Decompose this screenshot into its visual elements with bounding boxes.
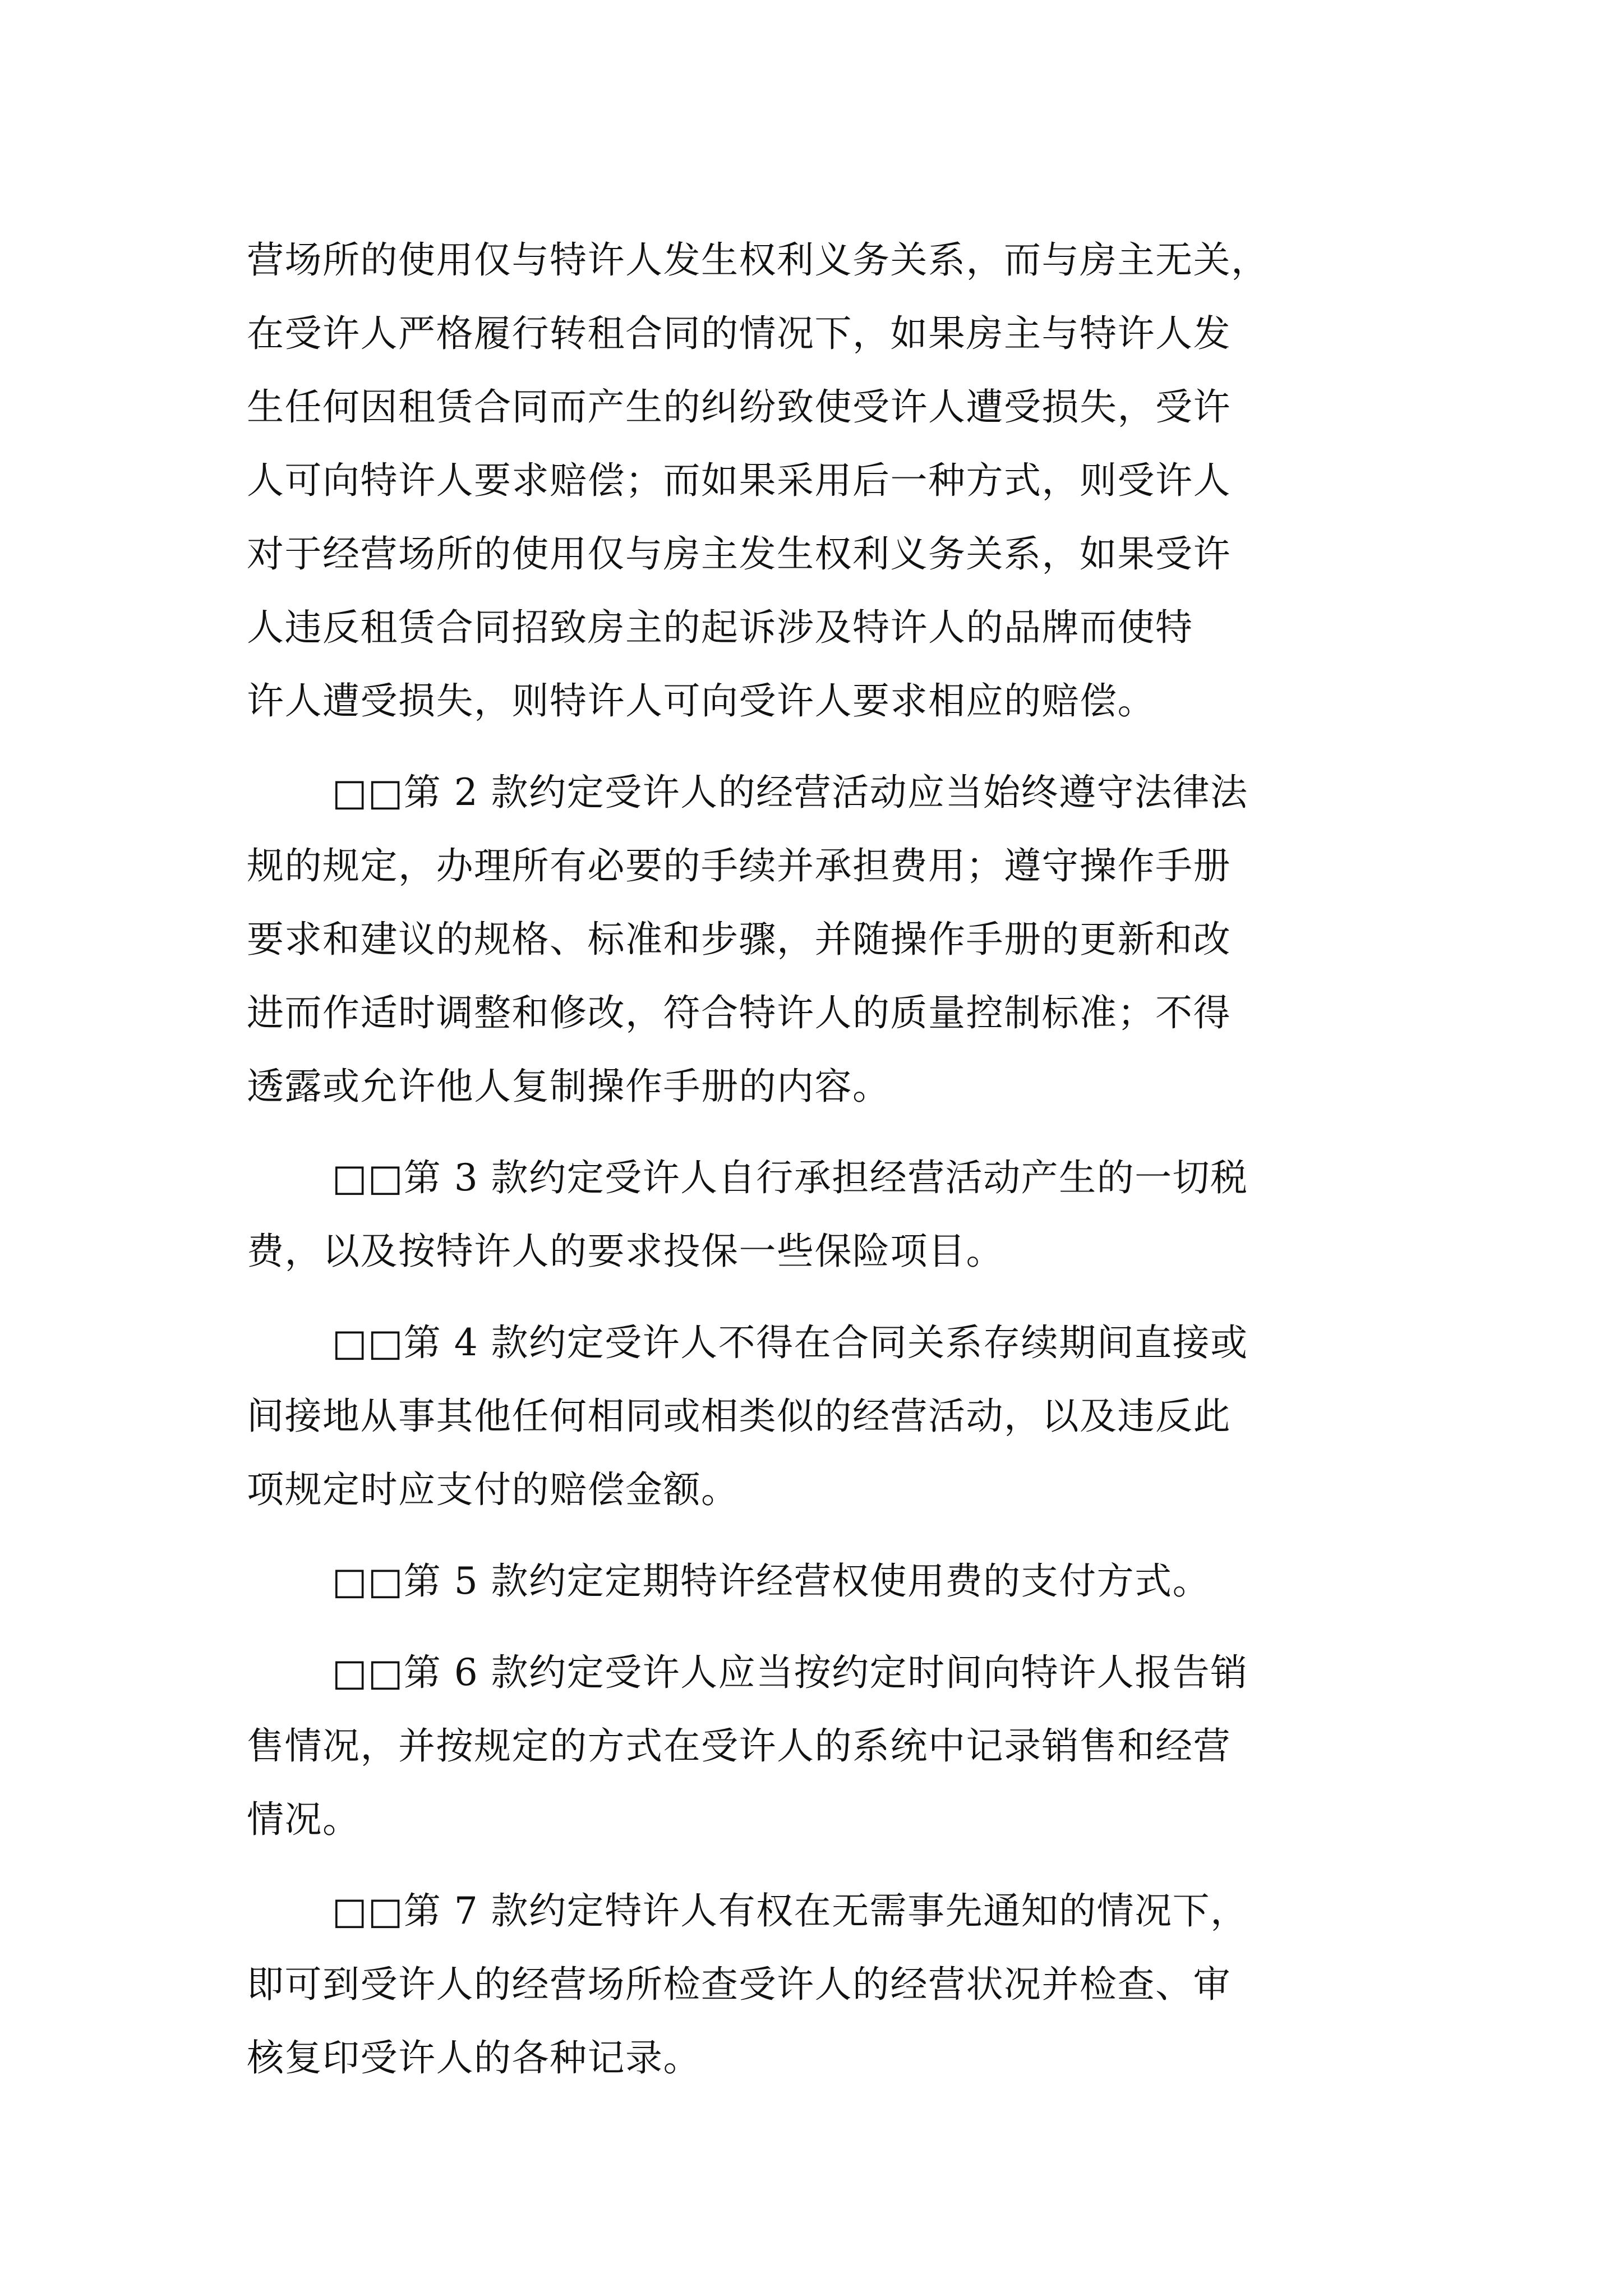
paragraph-spacer [247,1288,1391,1306]
text-line: 人可向特许人要求赔偿；而如果采用后一种方式，则受许人 [247,459,1231,502]
paragraph-spacer [247,1526,1391,1544]
text-line: 要求和建议的规格、标准和步骤，并随操作手册的更新和改 [247,918,1231,961]
paragraph-clause-4 [247,1306,1391,1526]
paragraph-spacer [247,1618,1391,1636]
paragraph-clause-7 [247,1874,1391,2095]
paragraph-clause-3 [247,1141,1391,1288]
paragraph-clause-5 [247,1544,1391,1618]
text-line: □□第 5 款约定定期特许经营权使用费的支付方式。 [332,1559,1211,1603]
text-line: 进而作适时调整和修改，符合特许人的质量控制标准；不得 [247,991,1231,1034]
text-line: 费，以及按特许人的要求投保一些保险项目。 [247,1230,1004,1273]
paragraph-spacer [247,1856,1391,1874]
text-line: 生任何因租赁合同而产生的纠纷致使受许人遭受损失，受许 [247,385,1231,429]
paragraph-spacer [247,1123,1391,1141]
text-line: 售情况，并按规定的方式在受许人的系统中记录销售和经营 [247,1724,1231,1768]
paragraph-clause-6 [247,1636,1391,1856]
text-line: 在受许人严格履行转租合同的情况下，如果房主与特许人发 [247,312,1231,355]
text-line: 间接地从事其他任何相同或相类似的经营活动，以及违反此 [247,1395,1231,1438]
text-line: 规的规定，办理所有必要的手续并承担费用；遵守操作手册 [247,844,1231,887]
text-line: 即可到受许人的经营场所检查受许人的经营状况并检查、审 [247,1963,1231,2006]
text-line: □□第 2 款约定受许人的经营活动应当始终遵守法律法 [332,771,1248,814]
text-line: 情况。 [247,1798,361,1841]
text-line: 营场所的使用仅与特许人发生权利义务关系，而与房主无关， [247,238,1269,282]
text-line: 项规定时应支付的赔偿金额。 [247,1468,739,1511]
text-line: 透露或允许他人复制操作手册的内容。 [247,1065,891,1108]
paragraph-clause-2 [247,756,1391,1123]
text-line: 人违反租赁合同招致房主的起诉涉及特许人的品牌而使特 [247,606,1193,649]
text-line: 对于经营场所的使用仅与房主发生权利义务关系，如果受许 [247,532,1231,576]
text-line: 许人遭受损失，则特许人可向受许人要求相应的赔偿。 [247,679,1155,723]
paragraph-1 [247,223,1391,738]
document-body [247,223,1391,2095]
text-line: □□第 3 款约定受许人自行承担经营活动产生的一切税 [332,1156,1248,1199]
text-line: □□第 4 款约定受许人不得在合同关系存续期间直接或 [332,1321,1248,1364]
text-line: □□第 7 款约定特许人有权在无需事先通知的情况下， [332,1889,1248,1932]
paragraph-spacer [247,738,1391,756]
text-line: □□第 6 款约定受许人应当按约定时间向特许人报告销 [332,1651,1248,1694]
text-line: 核复印受许人的各种记录。 [247,2036,701,2079]
